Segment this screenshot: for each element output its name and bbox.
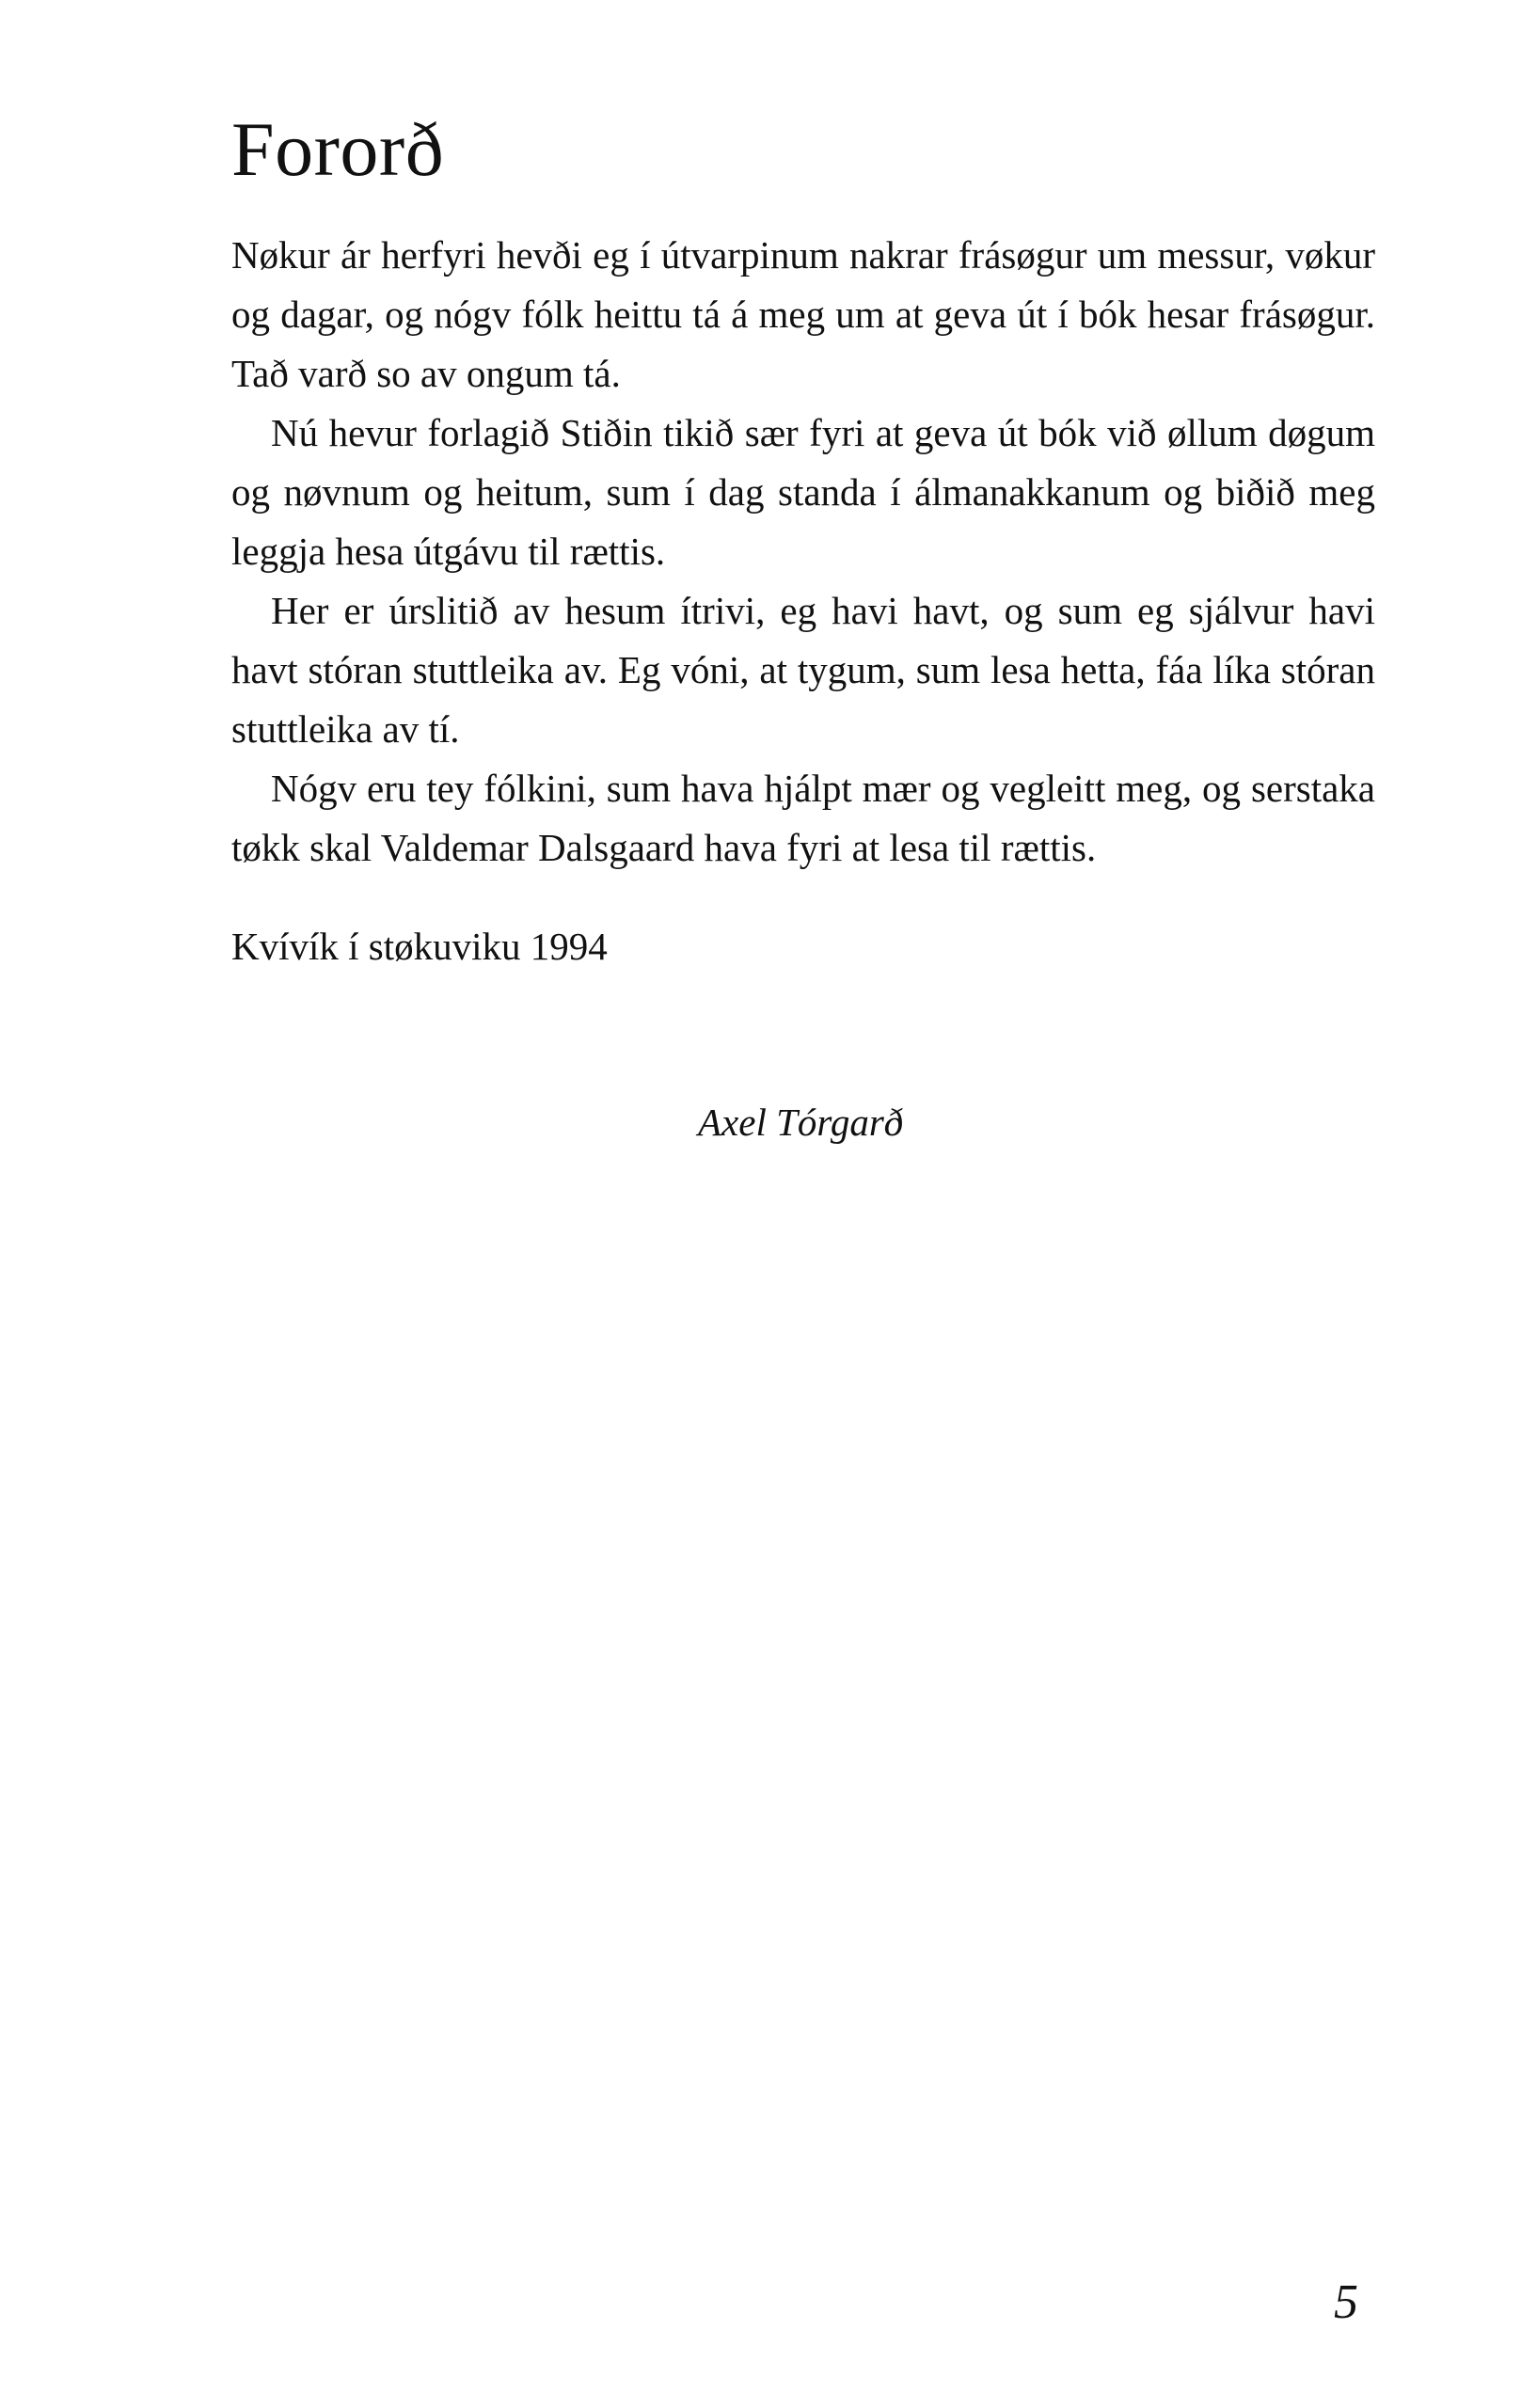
preface-body bbox=[231, 226, 1375, 878]
page-title: Fororð bbox=[231, 106, 445, 192]
paragraph-2: Nú hevur forlagið Stiðin tikið sær fyri at geva út bók við øllum døgum og nøvnum og heitum, sum í dag standa í álmanakkanum og biðið meg leggja hesa útgávu til rættis. bbox=[231, 411, 1375, 573]
paragraph-1: Nøkur ár herfyri hevði eg í útvarpinum nakrar frásøgur um messur, vøkur og dagar, og nógv fólk heittu tá á meg um at geva út í bók hesar frásøgur. Tað varð so av ongum tá. bbox=[231, 233, 1375, 395]
paragraph-3: Her er úrslitið av hesum ítrivi, eg havi havt, og sum eg sjálvur havi havt stóran stuttleika av. Eg vóni, at tygum, sum lesa hetta, fáa líka stóran stuttleika av tí. bbox=[231, 589, 1375, 751]
page-number: 5 bbox=[1334, 2275, 1358, 2329]
author-signature: Axel Tórgarð bbox=[698, 1101, 904, 1144]
place-date: Kvívík í støkuviku 1994 bbox=[231, 925, 608, 968]
paragraph-4: Nógv eru tey fólkini, sum hava hjálpt mær og vegleitt meg, og serstaka tøkk skal Valdemar Dalsgaard hava fyri at lesa til rættis. bbox=[231, 767, 1375, 869]
